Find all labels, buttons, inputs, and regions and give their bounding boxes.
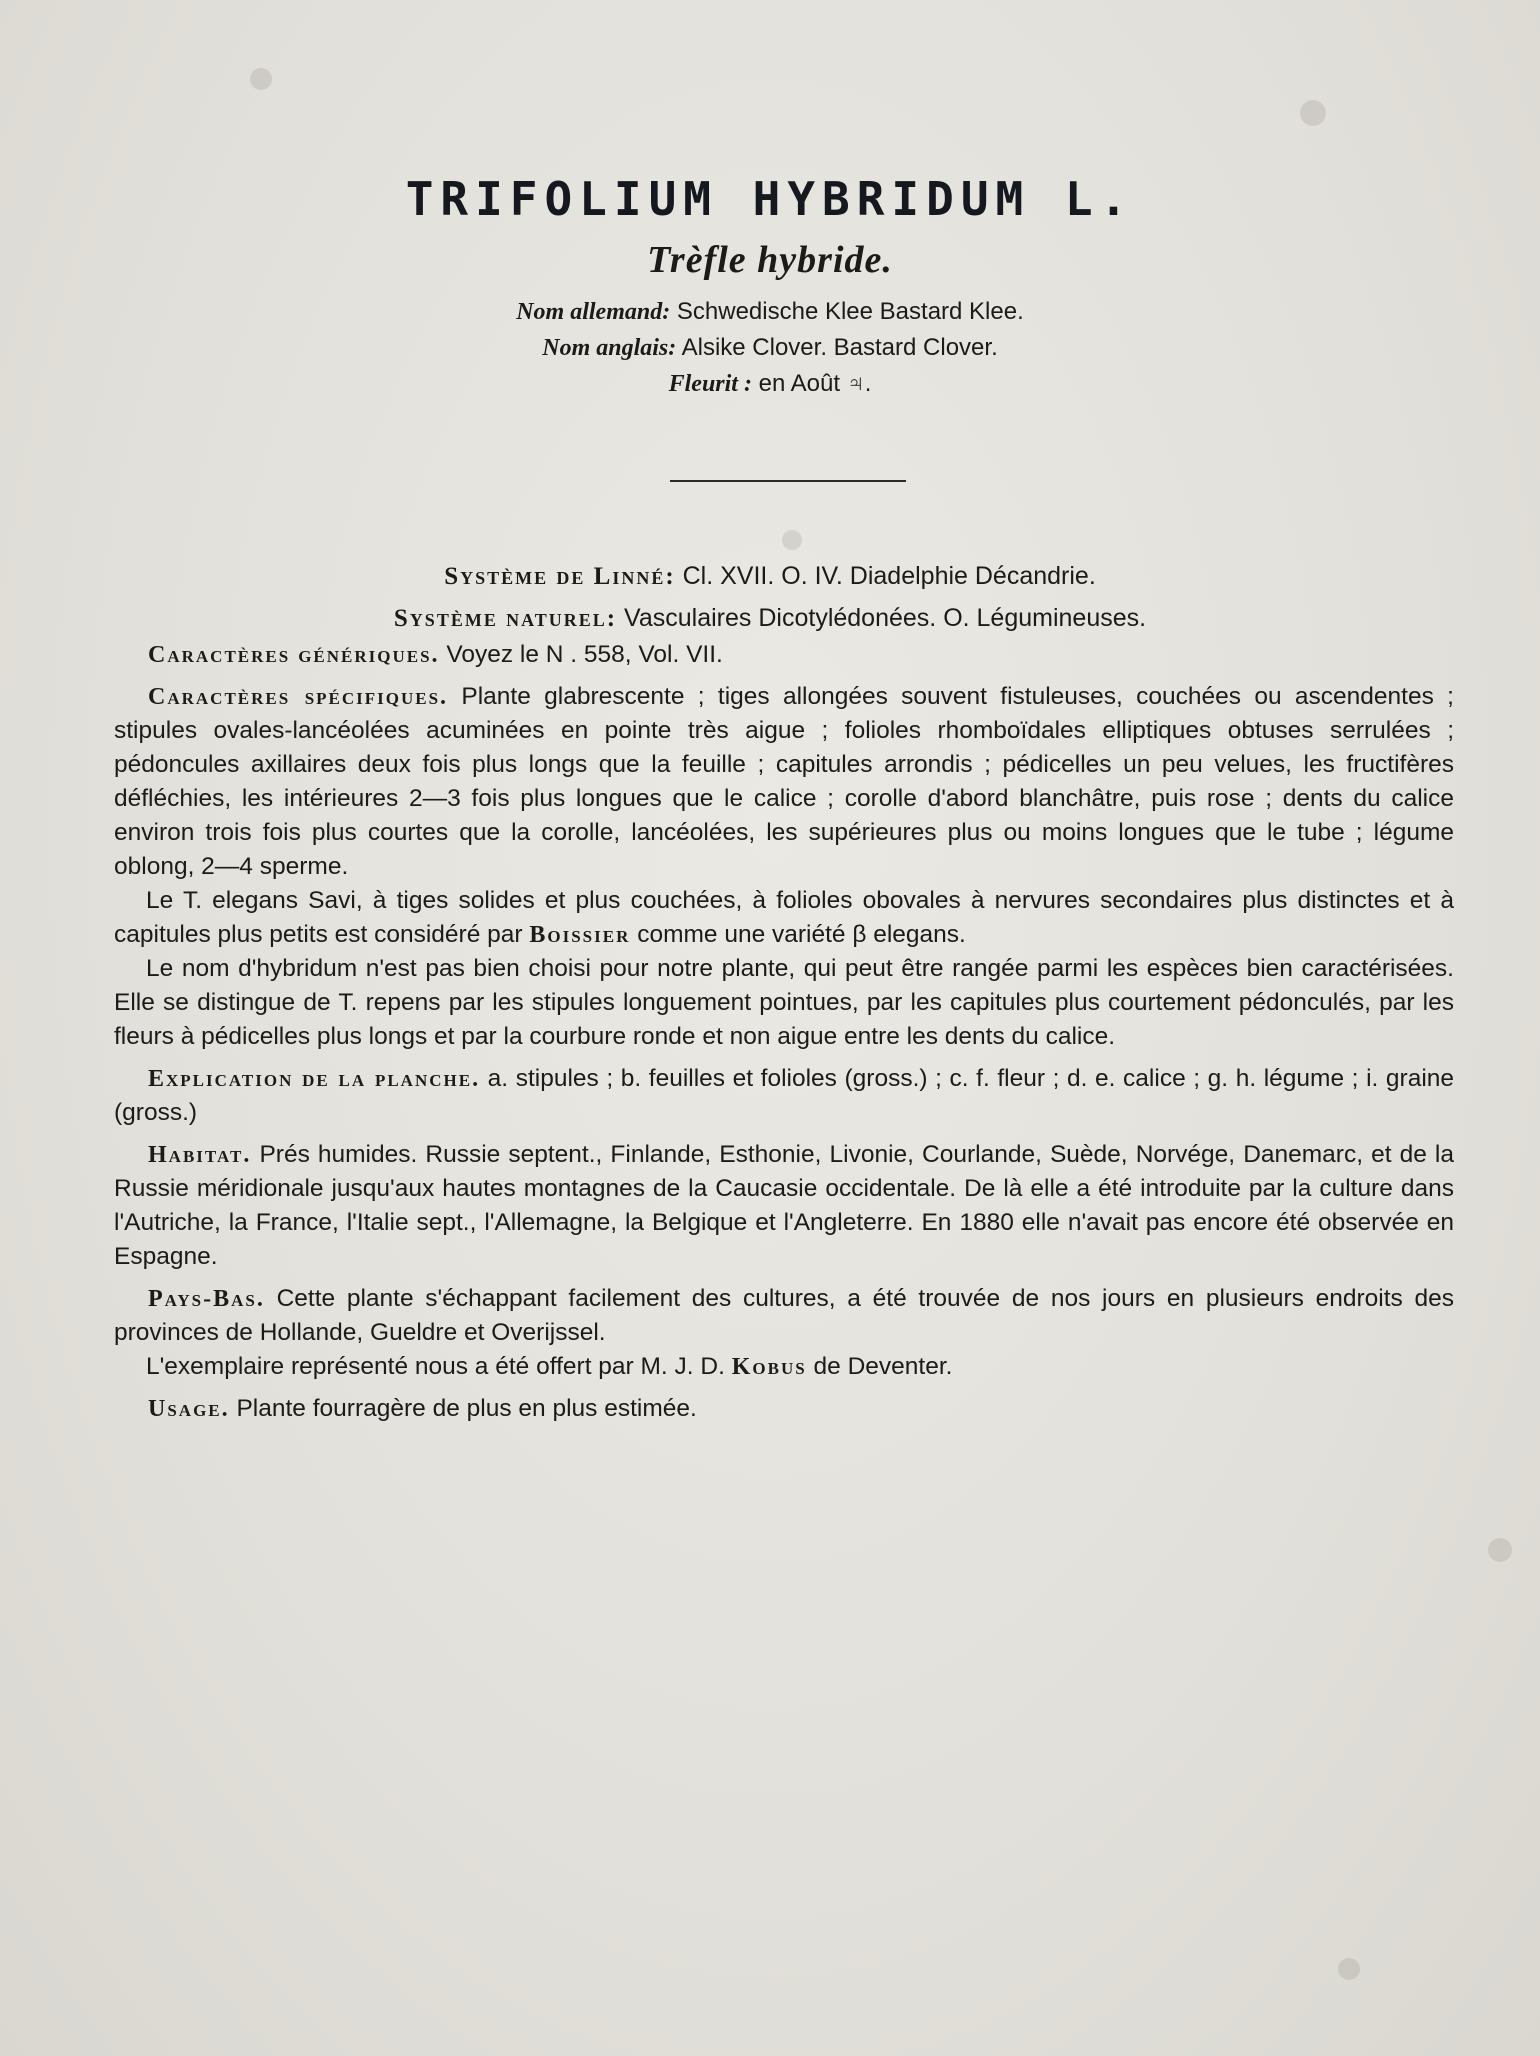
- english-name-label: Nom anglais:: [542, 335, 677, 361]
- generic-characters-paragraph: [114, 638, 1454, 672]
- natural-system-line: [0, 604, 1540, 633]
- elegans-text-end: comme une variété β elegans.: [637, 921, 966, 948]
- usage-label: Usage.: [148, 1396, 230, 1422]
- netherlands-text: Cette plante s'échappant facilement des cultures, a été trouvée de nos jours en plusieurs endroits des provinces de Hollande, Gueldre et Overijssel.: [114, 1285, 1454, 1346]
- flowering-label: Fleurit :: [668, 371, 752, 397]
- divider-rule: [670, 480, 906, 482]
- plate-explanation-text: a. stipules ; b. feuilles et folioles (gross.) ; c. f. fleur ; d. e. calice ; g. h. légume ; i. graine (gross.): [114, 1065, 1455, 1126]
- flowering-line: [0, 370, 1540, 398]
- habitat-paragraph: [114, 1138, 1454, 1274]
- elegans-paragraph: [114, 884, 1454, 952]
- german-name-line: [0, 298, 1540, 326]
- specific-characters-text: Plante glabrescente ; tiges allongées souvent fistuleuses, couchées ou ascendentes ; stipules ovales-lancéolées acuminées en pointe très aigue ; folioles rhomboïdales elliptiques obtuses serrulées ; pédoncules axillaires deux fois plus longs que la feuille ; capitules arrondis ; pédicelles un peu velues, les fructifères défléchies, les intérieures 2—3 fois plus longues que le calice ; corolle d'abord blanchâtre, puis rose ; dents du calice environ trois fois plus courtes que la corolle, lancéolées, les supérieures plus ou moins longues que le tube ; légume oblong, 2—4 sperme.: [114, 683, 1454, 880]
- linne-system-label: Système de Linné:: [444, 563, 676, 590]
- english-name-value: Alsike Clover. Bastard Clover.: [681, 334, 998, 361]
- linne-system-line: [0, 562, 1540, 591]
- generic-characters-label: Caractères génériques.: [148, 642, 440, 668]
- habitat-text: Prés humides. Russie septent., Finlande, Esthonie, Livonie, Courlande, Suède, Norvége, Danemarc, et de la Russie méridionale jusqu'aux hautes montagnes de la Caucasie occidentale. De là elle a été introduite par la culture dans l'Autriche, la France, l'Italie sept., l'Allemagne, la Belgique et l'Angleterre. En 1880 elle n'avait pas encore été observée en Espagne.: [114, 1141, 1454, 1270]
- specimen-text-start: L'exemplaire représenté nous a été offert par M. J. D.: [146, 1353, 725, 1380]
- german-name-label: Nom allemand:: [516, 299, 671, 325]
- netherlands-paragraph: [114, 1282, 1454, 1350]
- habitat-label: Habitat.: [148, 1142, 252, 1168]
- hybridum-paragraph: [114, 952, 1454, 1054]
- specific-characters-label: Caractères spécifiques.: [148, 684, 449, 710]
- english-name-line: [0, 334, 1540, 362]
- generic-characters-text: Voyez le N . 558, Vol. VII.: [446, 641, 723, 668]
- specimen-donor-name: Kobus: [731, 1354, 807, 1380]
- natural-system-label: Système naturel:: [393, 605, 618, 632]
- hybridum-text: Le nom d'hybridum n'est pas bien choisi pour notre plante, qui peut être rangée parmi les espèces bien caractérisées. Elle se distingue de T. repens par les stipules longuement pointues, par les capitules plus courtement pédonculés, par les fleurs à pédicelles plus longs et par la courbure ronde et non aigue entre les dents du calice.: [114, 955, 1454, 1050]
- natural-system-value: Vasculaires Dicotylédonées. O. Légumineuses.: [624, 604, 1147, 632]
- specific-characters-paragraph: [114, 680, 1454, 884]
- netherlands-label: Pays-Bas.: [148, 1286, 265, 1312]
- foxing-spot: [1488, 1538, 1512, 1562]
- description-body: [114, 638, 1454, 1434]
- specimen-paragraph: [114, 1350, 1454, 1384]
- german-name-value: Schwedische Klee Bastard Klee.: [676, 298, 1024, 325]
- linne-system-value: Cl. XVII. O. IV. Diadelphie Décandrie.: [682, 562, 1096, 590]
- foxing-spot: [250, 68, 272, 90]
- foxing-spot: [1338, 1958, 1360, 1980]
- species-title: TRIFOLIUM HYBRIDUM L.: [405, 172, 1135, 226]
- elegans-author: Boissier: [529, 922, 631, 948]
- common-name: Trèfle hybride.: [647, 239, 893, 281]
- foxing-spot: [1300, 100, 1326, 126]
- usage-paragraph: [114, 1392, 1454, 1426]
- usage-text: Plante fourragère de plus en plus estimée.: [236, 1395, 697, 1422]
- plate-explanation-paragraph: [114, 1062, 1454, 1130]
- elegans-text-start: Le T. elegans Savi, à tiges solides et plus couchées, à folioles obovales à nervures secondaires plus distinctes et à capitules plus petits est considéré par: [114, 887, 1454, 948]
- foxing-spot: [782, 530, 802, 550]
- specimen-text-end: de Deventer.: [813, 1353, 953, 1380]
- flowering-value: en Août ♃.: [758, 370, 872, 397]
- plate-explanation-label: Explication de la planche.: [148, 1066, 481, 1092]
